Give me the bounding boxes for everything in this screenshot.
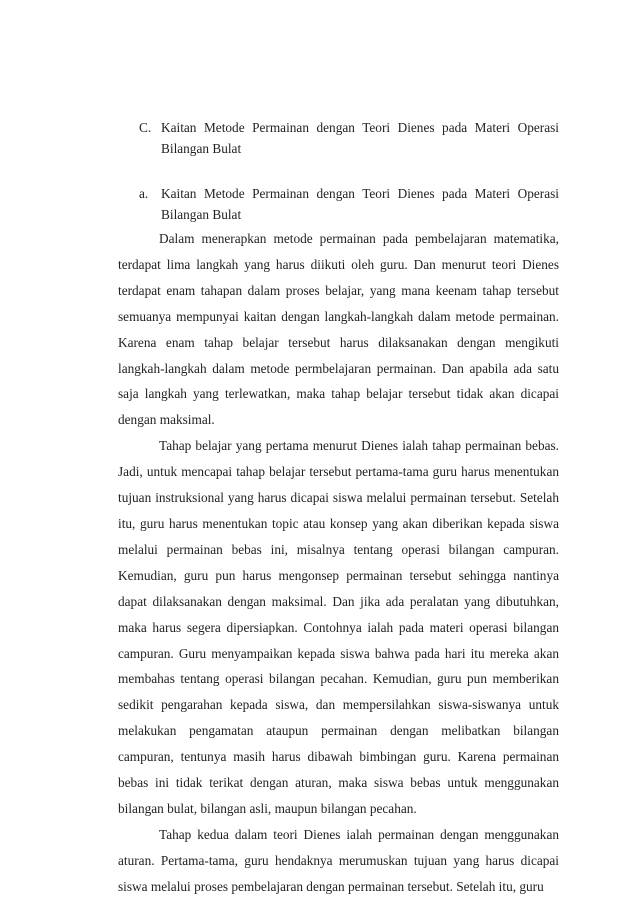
subsection-title: Kaitan Metode Permainan dengan Teori Dienes pada Materi Operasi Bilangan Bulat [161,186,559,222]
section-marker: C. [139,120,152,135]
section-heading [139,117,559,159]
subsection-heading [139,183,559,225]
paragraph: Tahap belajar yang pertama menurut Dienes ialah tahap permainan bebas. Jadi, untuk mencapai tahap belajar tersebut pertama-tama guru harus menentukan tujuan instruksional yang harus dicapai siswa melalui permainan tersebut. Setelah itu, guru harus menentukan topic atau konsep yang akan diberikan kepada siswa melalui permainan bebas ini, misalnya tentang operasi bilangan campuran. Kemudian, guru pun harus mengonsep permainan tersebut sehingga nantinya dapat dilaksanakan dengan maksimal. Dan jika ada peralatan yang dibutuhkan, maka harus segera dipersiapkan. Contohnya ialah pada materi operasi bilangan campuran. Guru menyampaikan kepada siswa bahwa pada hari itu mereka akan membahas tentang operasi bilangan pecahan. Kemudian, guru pun memberikan sedikit pengarahan kepada siswa, dan mempersilahkan siswa-siswanya untuk melakukan pengamatan ataupun permainan dengan melibatkan bilangan campuran, tentunya masih harus dibawah bimbingan guru. Karena permainan bebas ini tidak terikat dengan aturan, maka siswa bebas untuk menggunakan bilangan bulat, bilangan asli, maupun bilangan pecahan. [118,438,559,816]
paragraph: Dalam menerapkan metode permainan pada pembelajaran matematika, terdapat lima langkah yang harus diikuti oleh guru. Dan menurut teori Dienes terdapat enam tahapan dalam proses belajar, yang mana keenam tahap tersebut semuanya mempunyai kaitan dengan langkah-langkah dalam metode permainan. Karena enam tahap belajar tersebut harus dilaksanakan dengan mengikuti langkah-langkah dalam metode permbelajaran permainan. Dan apabila ada satu saja langkah yang terlewatkan, maka tahap belajar tersebut tidak akan dicapai dengan maksimal. [118,231,559,428]
subsection-marker: a. [139,186,149,201]
section-title: Kaitan Metode Permainan dengan Teori Dienes pada Materi Operasi Bilangan Bulat [161,120,559,156]
body-text [118,226,559,900]
paragraph: Tahap kedua dalam teori Dienes ialah permainan dengan menggunakan aturan. Pertama-tama, guru hendaknya merumuskan tujuan yang harus dicapai siswa melalui proses pembelajaran dengan permainan tersebut. Setelah itu, guru [118,826,559,894]
